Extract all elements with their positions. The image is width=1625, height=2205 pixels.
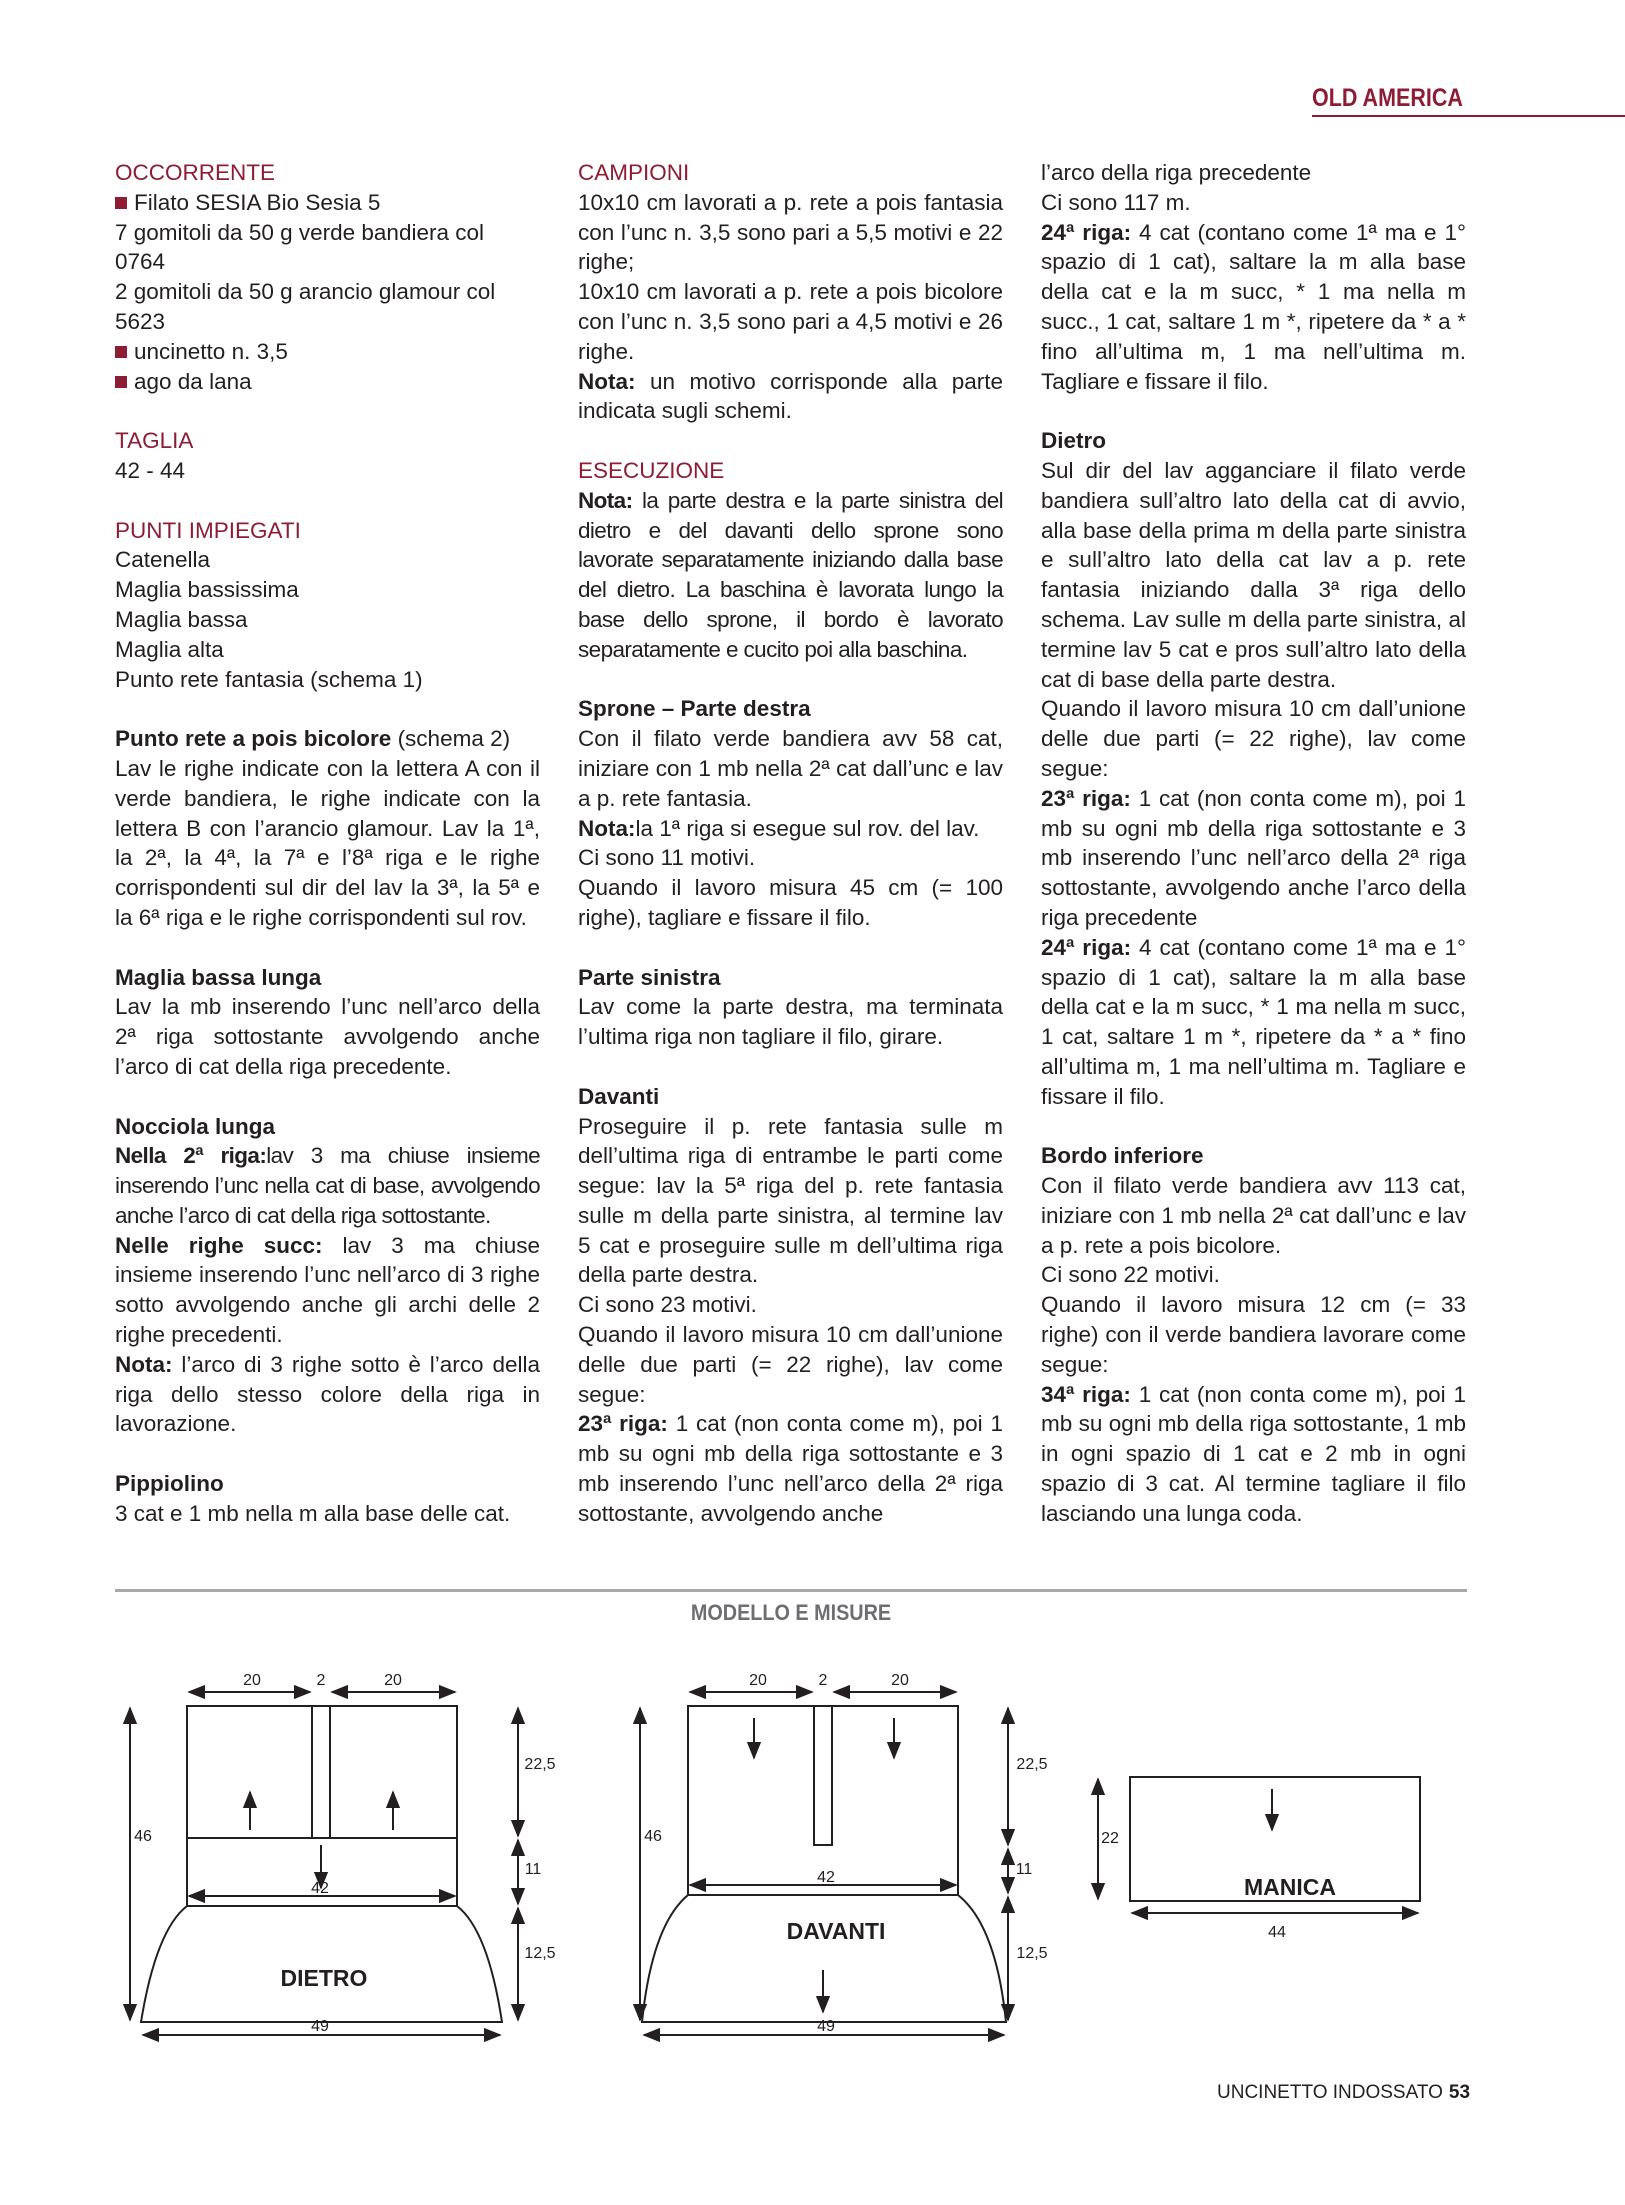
davanti-row: 23ª riga: 1 cat (non conta come m), poi 1 mb su ogni mb della riga sottostante e 3 mb inserendo l’unc nell’arco della 2ª riga sottostante, avvolgendo anche: [578, 1411, 1003, 1526]
davanti-label: DAVANTI: [786, 1918, 886, 1944]
dietro-text: Quando il lavoro misura 10 cm dall’unione delle due parti (= 22 righe), lav come segue:: [1041, 696, 1466, 781]
davanti-heading: Davanti: [578, 1083, 660, 1109]
davanti-text: Ci sono 23 motivi.: [578, 1292, 757, 1318]
section-tag: OLD AMERICA: [1312, 84, 1463, 112]
sprone-text: Ci sono 11 motivi.: [578, 845, 756, 871]
davanti-h-mid-label: 11: [1015, 1861, 1033, 1878]
nocciola-text: Nota: l’arco di 3 righe sotto è l’arco della riga dello stesso colore della riga in lavorazione.: [115, 1351, 540, 1437]
mbl-text: Lav la mb inserendo l’unc nell’arco della 2ª riga sottostante avvolgendo anche l’arco di cat della riga precedente.: [115, 994, 540, 1079]
page-number: 53: [1448, 2082, 1471, 2103]
manica-label: MANICA: [1244, 1874, 1336, 1900]
davanti-width-mid-label: 42: [817, 1869, 835, 1886]
dietro-top-gap-label: 2: [316, 1672, 326, 1689]
bordo-row: 34ª riga: 1 cat (non conta come m), poi 1 mb su ogni mb della riga sottostante, 1 mb in ogni spazio di 1 cat e 2 mb in ogni spazio di 3 cat. Al termine tagliare il filo lasciando una lunga coda.: [1041, 1381, 1466, 1526]
campioni-text: 10x10 cm lavorati a p. rete a pois bicolore con l’unc n. 3,5 sono pari a 4,5 motivi e 26 righe.: [578, 279, 1003, 364]
bordo-text: Con il filato verde bandiera avv 113 cat, iniziare con 1 mb nella 2ª cat dall’unc e lav a p. rete a pois bicolore.: [1041, 1173, 1466, 1258]
dietro-width-mid-label: 42: [311, 1880, 329, 1897]
dietro-text: Sul dir del lav agganciare il filato verde bandiera sull’altro lato della cat di avvio, alla base della prima m della parte sinistra e sull’altro lato della cat lav a p. rete fantasia iniziando dalla 3ª riga dello schema. Lav sulle m della parte sinistra, al termine lav 5 cat e pros sull’altro lato della cat di base della parte destra.: [1041, 457, 1466, 692]
punti-item: Catenella: [115, 547, 211, 573]
sinistra-heading: Parte sinistra: [578, 964, 721, 990]
diagram-title: MODELLO E MISURE: [690, 1600, 892, 1625]
davanti-h-top-label: 22,5: [1016, 1756, 1048, 1773]
davanti-top-gap-label: 2: [818, 1672, 828, 1689]
dietro-heading: Dietro: [1041, 428, 1107, 454]
davanti-h-bot-label: 12,5: [1016, 1945, 1048, 1962]
davanti-top-left-label: 20: [749, 1672, 767, 1689]
taglia-heading: TAGLIA: [115, 428, 194, 454]
davanti-width-bot-label: 49: [817, 2018, 835, 2035]
dietro-h-bot-label: 12,5: [524, 1945, 556, 1962]
dietro-top-left-label: 20: [243, 1672, 261, 1689]
continued-text: l’arco della riga precedente: [1041, 160, 1312, 185]
occorrente-item: uncinetto n. 3,5: [115, 337, 540, 367]
pippiolino-text: 3 cat e 1 mb nella m alla base delle cat.: [115, 1500, 511, 1526]
punti-item: Maglia bassa: [115, 606, 248, 632]
dietro-row: 23ª riga: 1 cat (non conta come m), poi 1 mb su ogni mb della riga sottostante e 3 mb inserendo l’unc nell’arco della 2ª riga sottostante, avvolgendo anche l’arco della riga precedente: [1041, 785, 1466, 930]
sinistra-text: Lav come la parte destra, ma terminata l’ultima riga non tagliare il filo, girare.: [578, 994, 1003, 1050]
nocciola-text: Nelle righe succ: lav 3 ma chiuse insieme inserendo l’unc nell’arco di 3 righe sotto avvolgendo anche gli archi delle 2 righe precedenti.: [115, 1232, 540, 1348]
mbl-heading: Maglia bassa lunga: [115, 964, 322, 990]
sprone-text: Con il filato verde bandiera avv 58 cat, iniziare con 1 mb nella 2ª cat dall’unc e lav a p. rete fantasia.: [578, 726, 1003, 811]
manica-width-label: 44: [1268, 1924, 1286, 1941]
davanti-height-label: 46: [644, 1828, 662, 1845]
occorrente-item: 2 gomitoli da 50 g arancio glamour col 5623: [115, 279, 496, 334]
sprone-text: Quando il lavoro misura 45 cm (= 100 righe), tagliare e fissare il filo.: [578, 875, 1003, 930]
pois-heading: Punto rete a pois bicolore (schema 2): [115, 726, 511, 752]
campioni-text: 10x10 cm lavorati a p. rete a pois fantasia con l’unc n. 3,5 sono pari a 5,5 motivi e 22 righe;: [578, 189, 1003, 275]
punti-heading: PUNTI IMPIEGATI: [115, 517, 301, 543]
row-24-text: 24ª riga: 4 cat (contano come 1ª ma e 1° spazio di 1 cat), saltare la m alla base della cat e la m succ, * 1 ma nella m succ., 1 cat, saltare 1 m *, ripetere da * a * fino all’ultima m, 1 ma nell’ultima m. Tagliare e fissare il filo.: [1041, 219, 1466, 394]
sprone-note: Nota:la 1ª riga si esegue sul rov. del lav.: [578, 815, 980, 841]
campioni-heading: CAMPIONI: [578, 160, 690, 185]
dietro-row: 24ª riga: 4 cat (contano come 1ª ma e 1° spazio di 1 cat), saltare la m alla base della cat e la m succ, * 1 ma nella m succ, 1 cat, saltare 1 m *, ripetere da * a * fino all’ultima m, 1 ma nell’ultima m. Tagliare e fissare il filo.: [1041, 934, 1466, 1109]
davanti-schematic: [640, 1692, 1008, 2035]
davanti-text: Proseguire il p. rete fantasia sulle m dell’ultima riga di entrambe le parti come segue: lav la 5ª riga del p. rete fantasia sulle m della parte sinistra, al termine lav 5 cat e proseguire sulle m dell’ultima riga della parte destra.: [578, 1113, 1003, 1288]
bordo-text: Ci sono 22 motivi.: [1041, 1262, 1220, 1288]
dietro-top-right-label: 20: [384, 1672, 402, 1689]
occorrente-item: Filato SESIA Bio Sesia 5: [115, 188, 540, 218]
punti-item: Punto rete fantasia (schema 1): [115, 666, 423, 692]
taglia-value: 42 - 44: [115, 457, 186, 483]
occorrente-heading: OCCORRENTE: [115, 160, 276, 185]
nocciola-heading: Nocciola lunga: [115, 1113, 276, 1139]
campioni-note: Nota: un motivo corrisponde alla parte indicata sugli schemi.: [578, 368, 1003, 424]
punti-item: Maglia bassissima: [115, 577, 299, 603]
page-footer: [1217, 2082, 1470, 2104]
bordo-heading: Bordo inferiore: [1041, 1143, 1204, 1169]
nocciola-text: Nella 2ª riga:lav 3 ma chiuse insieme inserendo l’unc nella cat di base, avvolgendo anche l’arco di cat della riga sottostante.: [115, 1143, 540, 1228]
bordo-text: Quando il lavoro misura 12 cm (= 33 righe) con il verde bandiera lavorare come segue:: [1041, 1292, 1466, 1377]
dietro-width-bot-label: 49: [311, 2018, 329, 2035]
davanti-text: Quando il lavoro misura 10 cm dall’unione delle due parti (= 22 righe), lav come segue:: [578, 1322, 1003, 1407]
punti-item: Maglia alta: [115, 636, 224, 662]
dietro-h-mid-label: 11: [524, 1861, 542, 1878]
magazine-name: UNCINETTO INDOSSATO: [1217, 2082, 1443, 2103]
pippiolino-heading: Pippiolino: [115, 1471, 224, 1497]
dietro-label: DIETRO: [280, 1965, 368, 1991]
manica-height-label: 22: [1101, 1830, 1119, 1847]
occorrente-item: 7 gomitoli da 50 g verde bandiera col 0764: [115, 219, 484, 275]
occorrente-item: ago da lana: [115, 367, 540, 397]
davanti-top-right-label: 20: [891, 1672, 909, 1689]
dietro-h-top-label: 22,5: [524, 1756, 556, 1773]
sprone-heading: Sprone – Parte destra: [578, 696, 811, 722]
continued-text: Ci sono 117 m.: [1041, 189, 1191, 215]
esecuzione-heading: ESECUZIONE: [578, 457, 725, 483]
dietro-height-label: 46: [134, 1828, 152, 1845]
pois-text: Lav le righe indicate con la lettera A con il verde bandiera, le righe indicate con la lettera B con l’arancio glamour. Lav la 1ª, la 2ª, la 4ª, la 7ª e l’8ª riga e le righe corrispondenti sul dir del lav la 3ª, la 5ª e la 6ª riga e le righe corrispondenti sul rov.: [115, 755, 540, 930]
esecuzione-note: Nota: la parte destra e la parte sinistra del dietro e del davanti dello sprone sono lavorate separatamente iniziando dalla base del dietro. La baschina è lavorata lungo la base dello sprone, il bordo è lavorato separatamente e cucito poi alla baschina.: [578, 487, 1004, 662]
